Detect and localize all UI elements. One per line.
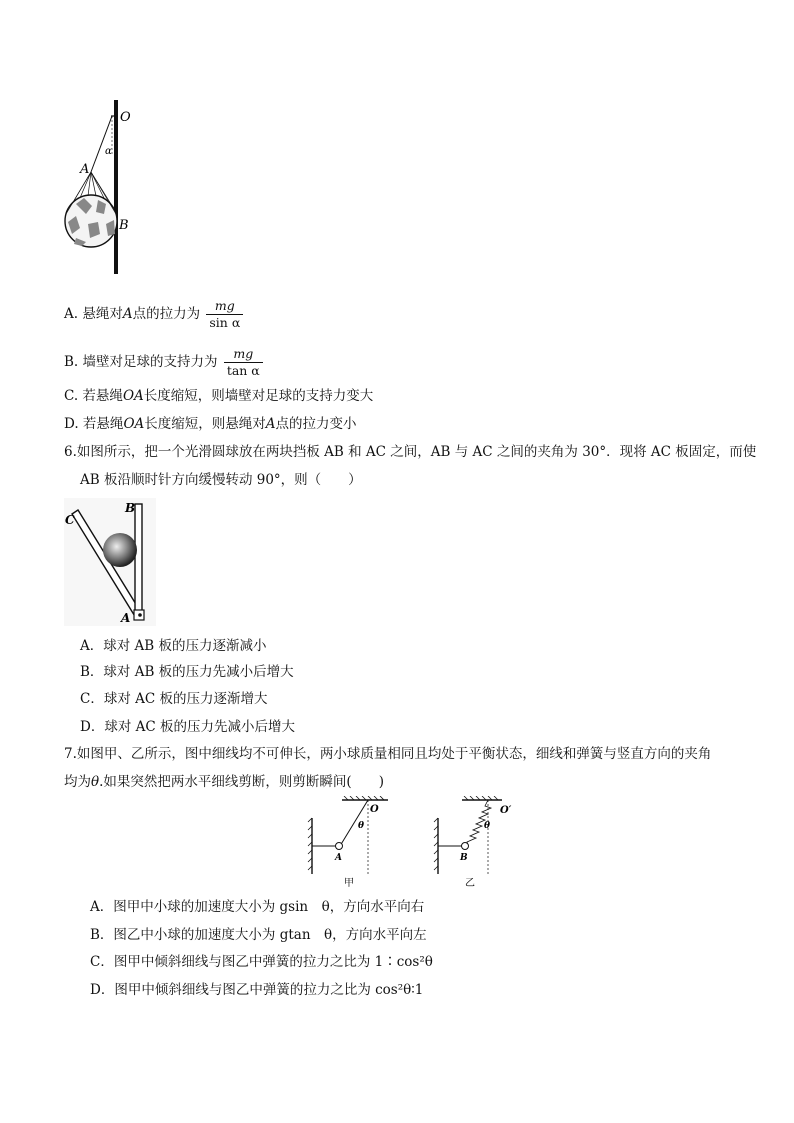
q6-stem-line1: 6.如图所示，把一个光滑圆球放在两块挡板 AB 和 AC 之间，AB 与 AC 之间的夹角为 30°．现将 AC 板固定，而使 [64, 444, 757, 460]
label-a: A [335, 853, 342, 863]
q7-option-d: D．图甲中倾斜细线与图乙中弹簧的拉力之比为 cos²θ∶1 [90, 982, 424, 998]
q6-option-a: A．球对 AB 板的压力逐渐减小 [80, 638, 267, 654]
string-spring-figure [302, 796, 534, 890]
q5-option-b: B. 墙壁对足球的支持力为 $\frac{mg}{\text{tan α}}$ [64, 346, 263, 379]
q7-stem-line1: 7.如图甲、乙所示，图中细线均不可伸长，两小球质量相同且均处于平衡状态，细线和弹簧与竖直方向的夹角 [64, 746, 712, 762]
q6-option-c: C．球对 AC 板的压力逐渐增大 [80, 691, 268, 707]
rope-oa [91, 116, 112, 172]
label-a: A [80, 162, 90, 177]
label-c: C [65, 513, 75, 527]
label-a: A [121, 611, 131, 625]
football-wall-figure [58, 96, 148, 278]
ball-plates-figure [64, 498, 156, 626]
label-b: B [460, 853, 468, 863]
q7-option-c: C．图甲中倾斜细线与图乙中弹簧的拉力之比为 1∶cos²θ [90, 954, 433, 970]
figure-jia [308, 796, 388, 889]
q6-option-b: B．球对 AB 板的压力先减小后增大 [80, 664, 294, 680]
caption-jia: 甲 [344, 878, 354, 889]
q7-option-a: A．图甲中小球的加速度大小为 gsin θ，方向水平向右 [90, 899, 425, 915]
q5-option-a: A. 悬绳对A点的拉力为 $\frac{mg}{\text{sin α}}$ [64, 298, 243, 331]
caption-yi: 乙 [465, 878, 475, 889]
label-o: O [120, 110, 131, 125]
label-theta: θ [358, 821, 365, 831]
q6-stem-line2: AB 板沿顺时针方向缓慢转动 90°，则（ ） [80, 472, 362, 488]
wall [114, 100, 118, 274]
q6-option-d: D．球对 AC 板的压力先减小后增大 [80, 719, 295, 735]
label-o-prime: O′ [500, 805, 512, 816]
label-o: O [370, 804, 379, 815]
figure-yi [434, 796, 512, 889]
q7-option-b: B．图乙中小球的加速度大小为 gtan θ，方向水平向左 [90, 927, 427, 943]
label-b: B [119, 218, 129, 233]
q5-option-d: D. 若悬绳OA长度缩短，则悬绳对A点的拉力变小 [64, 416, 357, 432]
q7-stem-line2: 均为θ.如果突然把两水平细线剪断，则剪断瞬间( ) [64, 774, 384, 790]
label-alpha: α [105, 146, 112, 157]
label-b: B [125, 501, 136, 515]
label-theta: θ [484, 821, 491, 831]
ball [103, 533, 137, 567]
plate-ab [135, 504, 142, 614]
q5-option-c: C. 若悬绳OA长度缩短，则墙壁对足球的支持力变大 [64, 388, 374, 404]
